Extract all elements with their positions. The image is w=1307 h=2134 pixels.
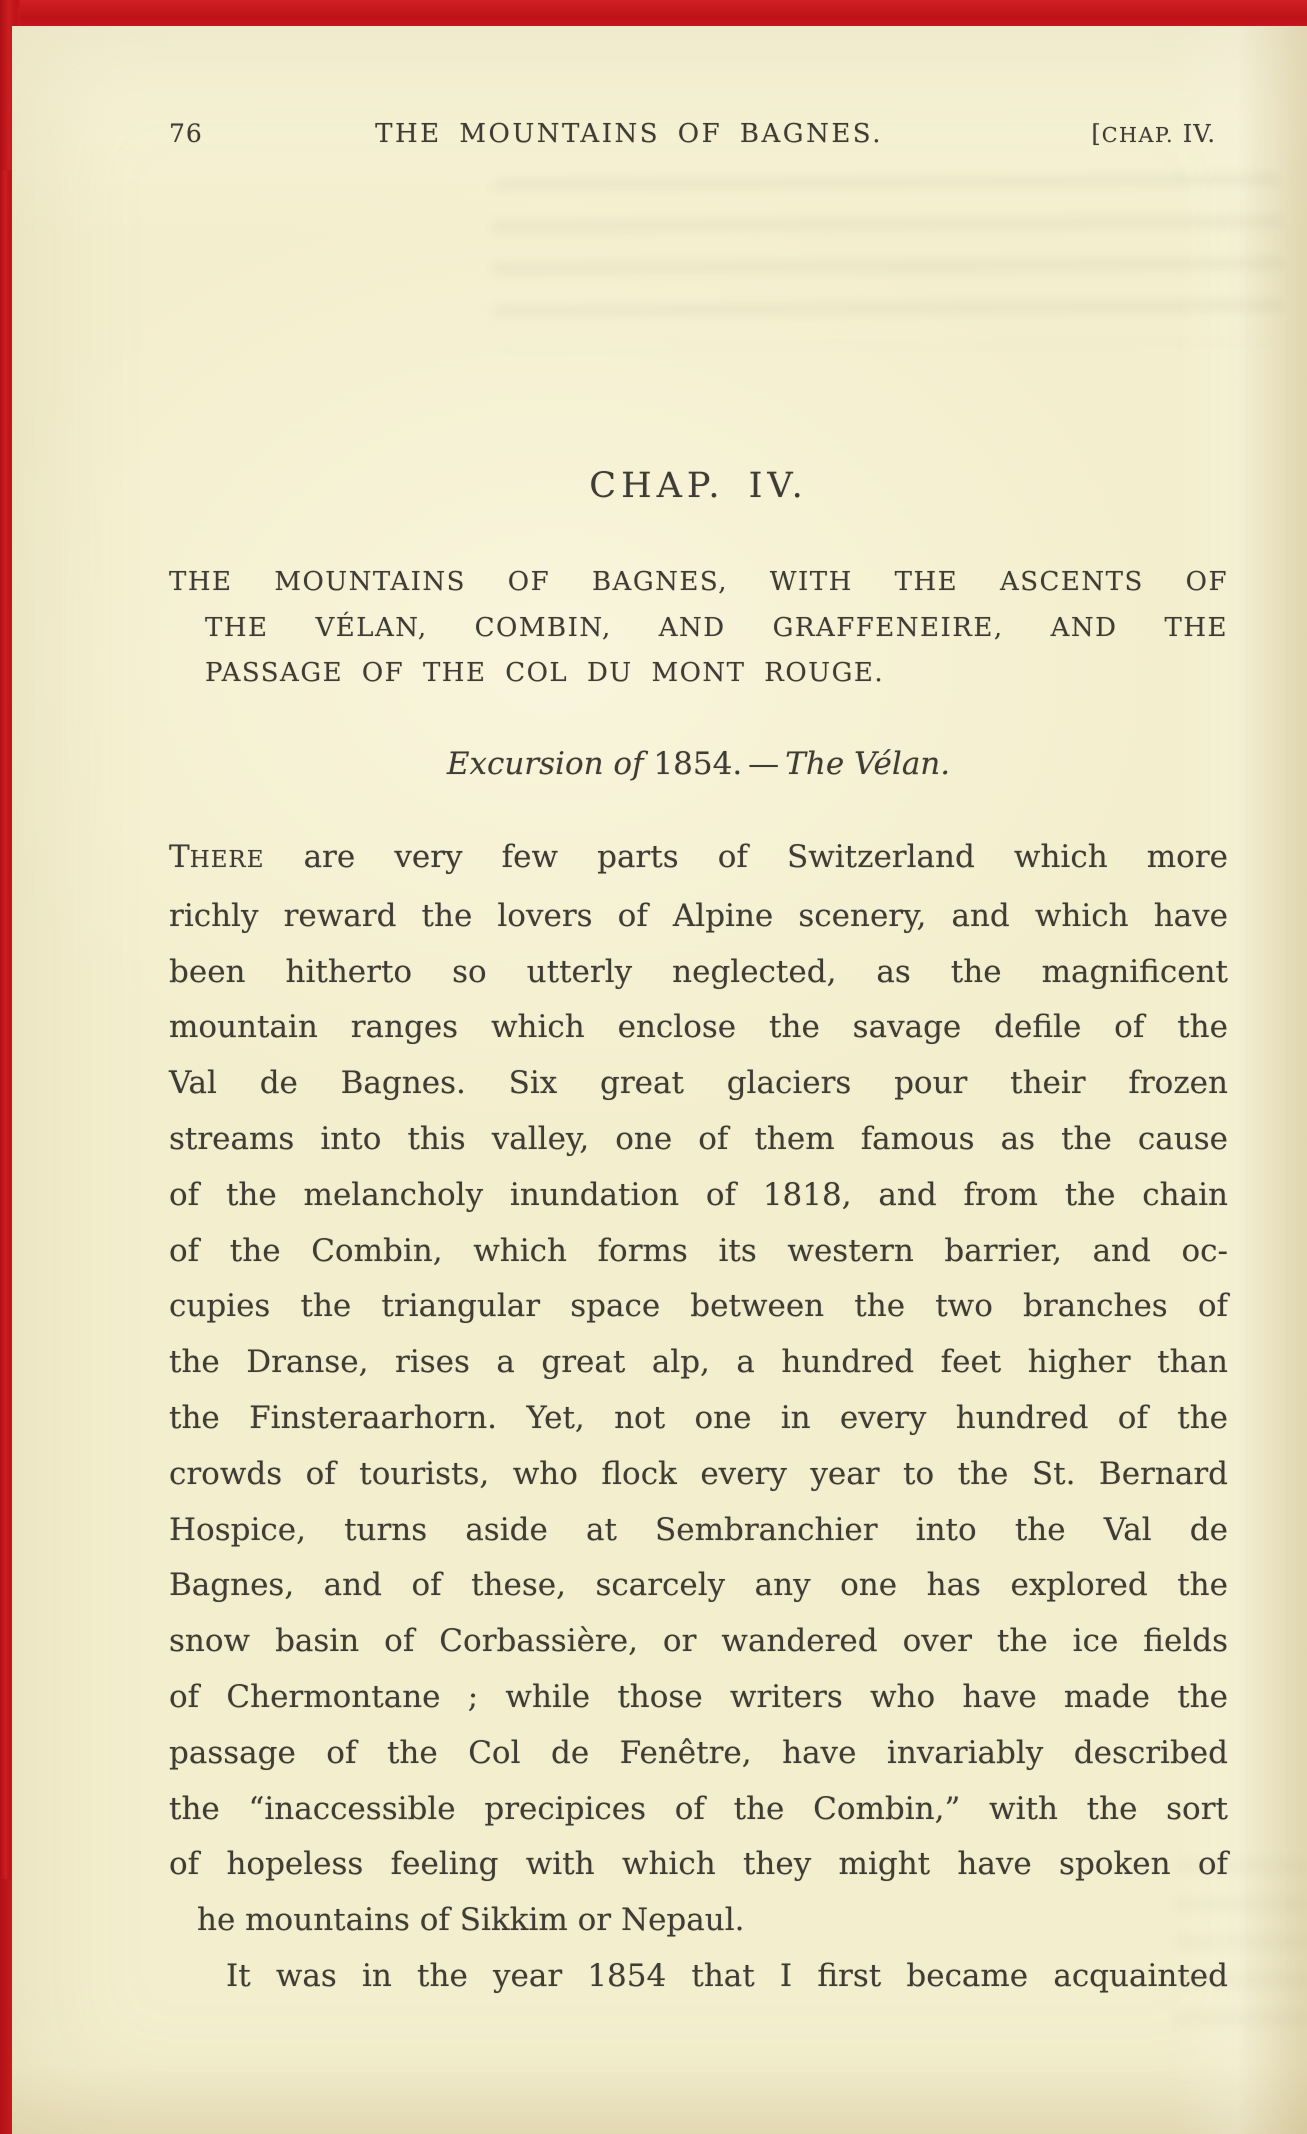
body-line: richly reward the lovers of Alpine scenery, and which have (169, 897, 1228, 934)
body-line: cupies the triangular space between the two branches of (169, 1288, 1228, 1325)
body-line: of the melancholy inundation of 1818, and from the chain (169, 1176, 1228, 1213)
body-line: snow basin of Corbassière, or wandered over the ice fields (169, 1623, 1228, 1660)
running-title: THE MOUNTAINS OF BAGNES. (375, 119, 883, 149)
body-line: Val de Bagnes. Six great glaciers pour their frozen (169, 1065, 1228, 1102)
section-title-pre: Excursion of (446, 746, 644, 782)
chapter-reference-numeral: IV. (1182, 120, 1216, 148)
body-line: passage of the Col de Fenêtre, have invariably described (169, 1734, 1228, 1771)
body-line: of hopeless feeling with which they might have spoken of (169, 1846, 1228, 1883)
chapter-subtitle-line: PASSAGE OF THE COL DU MONT ROUGE. (205, 658, 885, 688)
body-line: Bagnes, and of these, scarcely any one has explored the (169, 1567, 1228, 1604)
chapter-reference-bracket: [ (1091, 120, 1102, 148)
opening-word-small-caps: HERE (189, 847, 265, 873)
chapter-heading: CHAP. IV. (589, 466, 808, 506)
scan-backdrop-top-strip (0, 0, 1307, 26)
section-title (169, 742, 1228, 786)
body-line: the Dranse, rises a great alp, a hundred feet higher than (169, 1344, 1228, 1381)
body-line: of Chermontane ; while those writers who have made the (169, 1678, 1228, 1715)
page-number: 76 (169, 119, 203, 148)
body-line: streams into this valley, one of them famous as the cause (169, 1120, 1228, 1157)
body-line: he mountains of Sikkim or Nepaul. (197, 1902, 745, 1939)
body-line: crowds of tourists, who flock every year to the St. Bernard (169, 1455, 1228, 1492)
running-head (169, 114, 1228, 154)
body-line: Hospice, turns aside at Sembranchier into the Val de (169, 1511, 1228, 1548)
body-line (169, 830, 1228, 889)
chapter-reference-word: CHAP. (1101, 123, 1175, 147)
body-text (169, 830, 1228, 2005)
section-title-dash: — (748, 746, 780, 782)
body-line-text: are very few parts of Switzerland which more (303, 839, 1228, 875)
section-title-post: The Vélan. (785, 746, 951, 782)
body-line: mountain ranges which enclose the savage defile of the (169, 1009, 1228, 1046)
body-line: It was in the year 1854 that I first became acquainted (226, 1957, 1228, 1994)
body-line: been hitherto so utterly neglected, as the magnificent (169, 953, 1228, 990)
opening-word-capital: T (169, 839, 190, 875)
body-line: the “inaccessible precipices of the Combin,” with the sort (169, 1790, 1228, 1827)
page-paper (12, 26, 1307, 2134)
chapter-subtitle-line: THE VÉLAN, COMBIN, AND GRAFFENEIRE, AND THE (205, 612, 1228, 643)
chapter-subtitle (169, 560, 1228, 697)
chapter-reference (1091, 114, 1228, 155)
scan-backdrop-left-strip (0, 0, 12, 2134)
chapter-subtitle-line: THE MOUNTAINS OF BAGNES, WITH THE ASCENTS OF (169, 567, 1228, 597)
body-line: of the Combin, which forms its western barrier, and oc- (169, 1232, 1228, 1269)
show-through-smudge-top (491, 173, 1282, 349)
body-line: the Finsteraarhorn. Yet, not one in every hundred of the (169, 1399, 1228, 1436)
section-title-year: 1854. (653, 746, 743, 782)
